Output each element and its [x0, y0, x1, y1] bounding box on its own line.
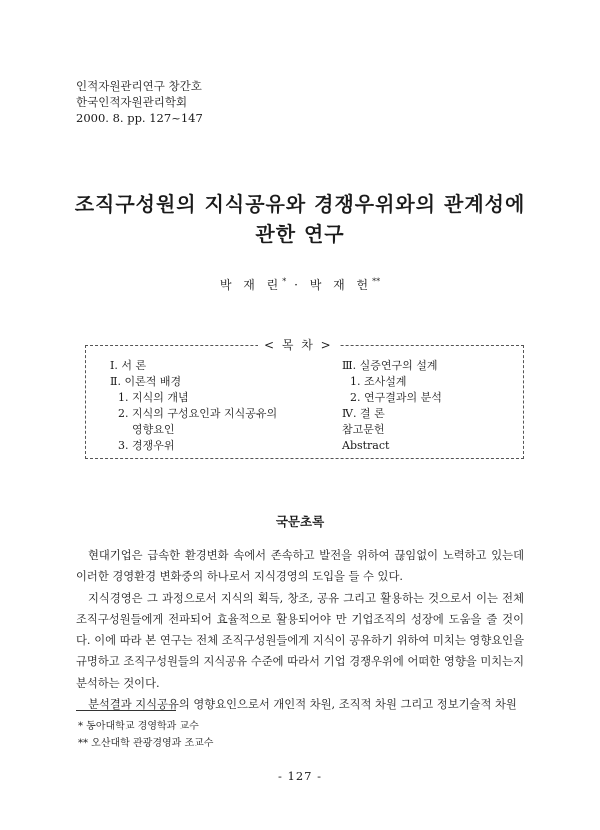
- toc-item: Ⅰ. 서 론: [110, 359, 147, 372]
- abstract-body: [76, 545, 524, 715]
- toc-item: 참고문헌: [342, 423, 385, 436]
- page-number: - 127 -: [277, 769, 323, 783]
- toc-left-column: [110, 358, 277, 454]
- abstract-paragraph: 현대기업은 급속한 환경변화 속에서 존속하고 발전을 위하여 끊임없이 노력하고 있는데 이러한 경영환경 변화중의 하나로서 지식경영의 도입을 들 수 있다.: [76, 549, 524, 584]
- publication-info: 2000. 8. pp. 127~147: [76, 111, 203, 125]
- toc-item: 3. 경쟁우위: [118, 439, 175, 452]
- toc-item: Ⅳ. 결 론: [342, 407, 385, 420]
- toc-item: 1. 조사설계: [350, 375, 407, 388]
- author-line: [0, 276, 600, 293]
- toc-item: Ⅱ. 이론적 배경: [110, 375, 182, 388]
- society-name: 한국인적자원관리학회: [76, 95, 188, 109]
- footnote-2: ** 오산대학 관광경영과 조교수: [78, 738, 214, 749]
- abstract-paragraph: 지식경영은 그 과정으로서 지식의 획득, 창조, 공유 그리고 활용하는 것으로서 이는 전체 조직구성원들에게 전파되어 효율적으로 활용되어야 만 기업조직의 성장에 도움을 줄 것이다. 이에 따라 본 연구는 전체 조직구성원들에게 지식이 공유하기 위하여 미치는 영향요인을 규명하고 조직구성원들의 지식공유 수준에 따라서 기업 경쟁우위에 어떠한 영향을 미치는지 분석하는 것이다.: [76, 591, 524, 690]
- toc-item: Ⅲ. 실증연구의 설계: [342, 359, 438, 372]
- abstract-paragraph: 분석결과 지식공유의 영향요인으로서 개인적 차원, 조직적 차원 그리고 정보기술적 차원: [88, 698, 517, 712]
- paper-title-line-1: 조직구성원의 지식공유와 경쟁우위와의 관계성에: [74, 192, 526, 216]
- toc-item: Abstract: [342, 439, 390, 452]
- toc-item: 1. 지식의 개념: [118, 391, 189, 404]
- footnote-1: * 동아대학교 경영학과 교수: [78, 721, 199, 732]
- toc-heading: < 목 차 >: [258, 336, 339, 353]
- journal-name: 인적자원관리연구 창간호: [76, 79, 202, 93]
- author-2: 박 재 헌: [309, 278, 373, 292]
- author-separator: ·: [286, 278, 310, 292]
- footnote-divider: [76, 710, 176, 711]
- author-1: 박 재 린: [219, 278, 283, 292]
- toc-item: 영향요인: [132, 423, 175, 436]
- toc-item: 2. 지식의 구성요인과 지식공유의: [118, 407, 278, 420]
- journal-info: [76, 78, 203, 126]
- author-2-mark: **: [372, 277, 381, 286]
- abstract-heading: 국문초록: [275, 514, 325, 529]
- toc-item: 2. 연구결과의 분석: [350, 391, 442, 404]
- paper-title-line-2: 관한 연구: [255, 222, 345, 246]
- author-1-mark: *: [282, 277, 287, 286]
- toc-right-column: [342, 358, 442, 454]
